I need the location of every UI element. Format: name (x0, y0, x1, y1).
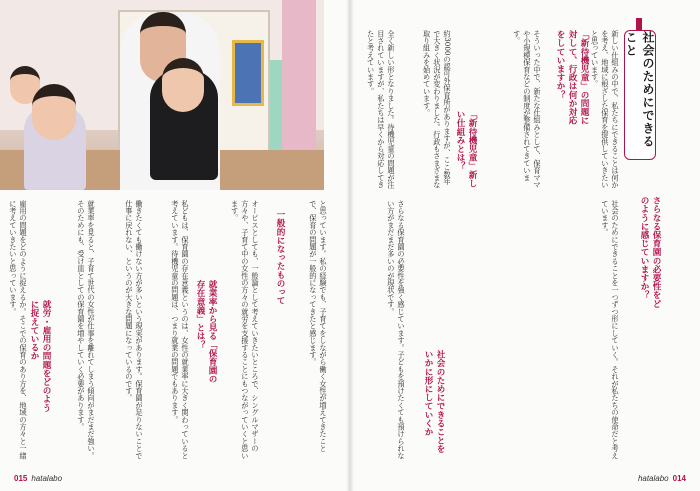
left-text-col-5: 就業率を見ると、子育て世代の女性が仕事を離れてしまう傾向がまだまだ強い。そのためにも、受け皿としての保育園を増やしていく必要があります。 (76, 200, 96, 460)
left-heading-1: 一般的になったものって (275, 210, 285, 305)
left-text-col-2: オーピスとしても、一般論として考えていきたいところで、シングルマザーの方々や、子育て中の女性の方々の就労を支援することにもつながっていくと思います。 (230, 200, 260, 460)
left-text-col-4: 働きたくても働けない方が多いという現実があります。保育園が足りないことで仕事に戻れない、というのが大きな問題になっているのです。 (124, 200, 144, 460)
left-page-footer (14, 474, 66, 483)
right-quote-3: さらなる保育園の必要性をどのように感じていますか？ (639, 196, 661, 308)
photo-playhouse-window (232, 40, 264, 106)
section-title-box (624, 30, 656, 160)
right-top-col-2: 約3000の認可外保育所がありますが、ここ数年で大きく状況が変わりました。行政もさまざまな取り組みを始めています。 (422, 30, 452, 189)
left-heading-3: 就労・雇用の問題をどのように捉えているか (29, 300, 51, 412)
left-page-brand: hatalabo (31, 474, 63, 483)
left-text-col-3: 私どもは、保育園の存在意義というのは、女性の就業率に大きく関わっていると考えています。待機児童の問題は、つまり就業の問題でもあります。 (170, 200, 190, 460)
left-heading-2: 就業率から見る「保育園の存在意義」とは？ (195, 280, 217, 384)
right-quote-2: 「新待機児童」新しい仕組みとは？ (455, 110, 477, 188)
photo-boy-head (162, 58, 204, 112)
right-page-footer (634, 474, 686, 483)
left-page-number: 015 (14, 474, 28, 483)
section-title-tab (636, 18, 642, 30)
right-page-number: 014 (672, 474, 686, 483)
right-quote-1: 「新待機児童」の問題に対して、行政は何か対応をしていますか？ (555, 30, 589, 125)
right-page-brand: hatalabo (637, 474, 669, 483)
right-top-col-3: そういった中で、新たな仕組みとして、保育ママや小規模保育などの制度が整備されてきています。 (512, 30, 542, 189)
right-bottom-col-2: 社会のためにできることを一つずつ形にしていく。それが私たちの使命だと考えています。 (600, 200, 620, 460)
right-bottom-col-1: さらなる保育園の必要性を強く感じています。子どもを預けたくても預けられない方がまだまだ多いのが現状です。 (386, 200, 406, 460)
right-top-col-4: 新しい仕組みの中で、私たちにできることは何かを考え、地域に根ざした保育を提供していきたいと思っています。 (590, 30, 620, 189)
left-text-col-1: と思っています。私の経験でも、子育てをしながら働く女性が増えてきたことで、保育の問題が一般的になってきたと感じます。 (308, 200, 328, 452)
right-top-col-1: 全く新しい形となりました。待機児童の問題が注目されていますが、私たちは早くから対応してきたと考えています。 (366, 30, 396, 189)
right-quote-4: 社会のためにできることをいかに形にしていくか (423, 350, 445, 454)
photo-girl-head (32, 84, 76, 140)
left-text-col-6: 雇用の問題をどのように捉えるか。そこでの保育のあり方を、地域の方々と一緒に考えていきたいと思っています。 (8, 200, 28, 460)
page-gutter (346, 0, 354, 491)
section-title: 社会のためにできること (624, 31, 655, 148)
photo-teacher-with-children (0, 0, 324, 190)
